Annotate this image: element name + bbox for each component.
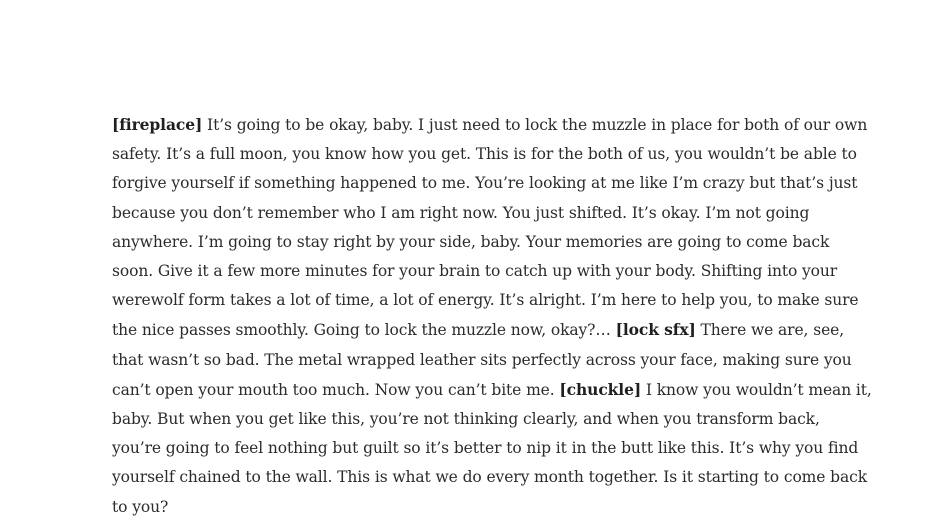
text-run: soon. Give it a few more minutes for your brain to catch up with your body. Shifting into your — [112, 262, 838, 281]
text-run: safety. It’s a full moon, you know how you get. This is for the both of us, you wouldn’t be able to — [112, 145, 857, 164]
text-line — [112, 375, 872, 405]
story-paragraph — [112, 110, 872, 522]
text-line — [112, 315, 845, 345]
text-run: the nice passes smoothly. Going to lock the muzzle now, okay?… — [112, 321, 616, 340]
text-line — [112, 140, 857, 169]
text-line — [112, 228, 842, 257]
text-line — [112, 257, 842, 286]
text-run: you’re going to feel nothing but guilt so it’s better to nip it in the butt like this. It’s why you find — [112, 439, 859, 458]
text-line — [112, 110, 868, 140]
sound-cue-tag: [chuckle] — [559, 379, 642, 399]
text-line — [112, 463, 868, 492]
text-line — [112, 434, 859, 463]
text-run: yourself chained to the wall. This is what we do every month together. Is it starting to come back — [112, 468, 868, 487]
text-run: anywhere. I’m going to stay right by your side, baby. Your memories are going to come back — [112, 232, 830, 251]
text-line — [112, 286, 859, 315]
text-run: werewolf form takes a lot of time, a lot of energy. It’s alright. I’m here to help you, to make sure — [112, 291, 859, 310]
text-run: It’s going to be okay, baby. I just need to lock the muzzle in place for both of our own — [202, 116, 868, 134]
text-run: can’t open your mouth too much. Now you can’t bite me. — [112, 380, 560, 399]
text-line — [112, 405, 842, 434]
text-run: to you? — [112, 497, 169, 516]
text-run: because you don’t remember who I am right now. You just shifted. It’s okay. I’m not going — [112, 203, 810, 222]
text-line — [112, 169, 858, 198]
text-line — [112, 493, 842, 522]
text-run: that wasn’t so bad. The metal wrapped leather sits perfectly across your face, making sure you — [112, 350, 852, 369]
text-line — [112, 199, 842, 228]
text-run: forgive yourself if something happened to me. You’re looking at me like I’m crazy but that’s just — [112, 174, 858, 193]
text-run: There we are, see, — [695, 321, 845, 340]
sound-cue-tag: [fireplace] — [112, 115, 203, 134]
text-run: baby. But when you get like this, you’re not thinking clearly, and when you transform back, — [112, 410, 820, 429]
text-run: I know you wouldn’t mean it, — [641, 380, 872, 399]
sound-cue-tag: [lock sfx] — [615, 320, 696, 340]
text-line — [112, 346, 852, 375]
